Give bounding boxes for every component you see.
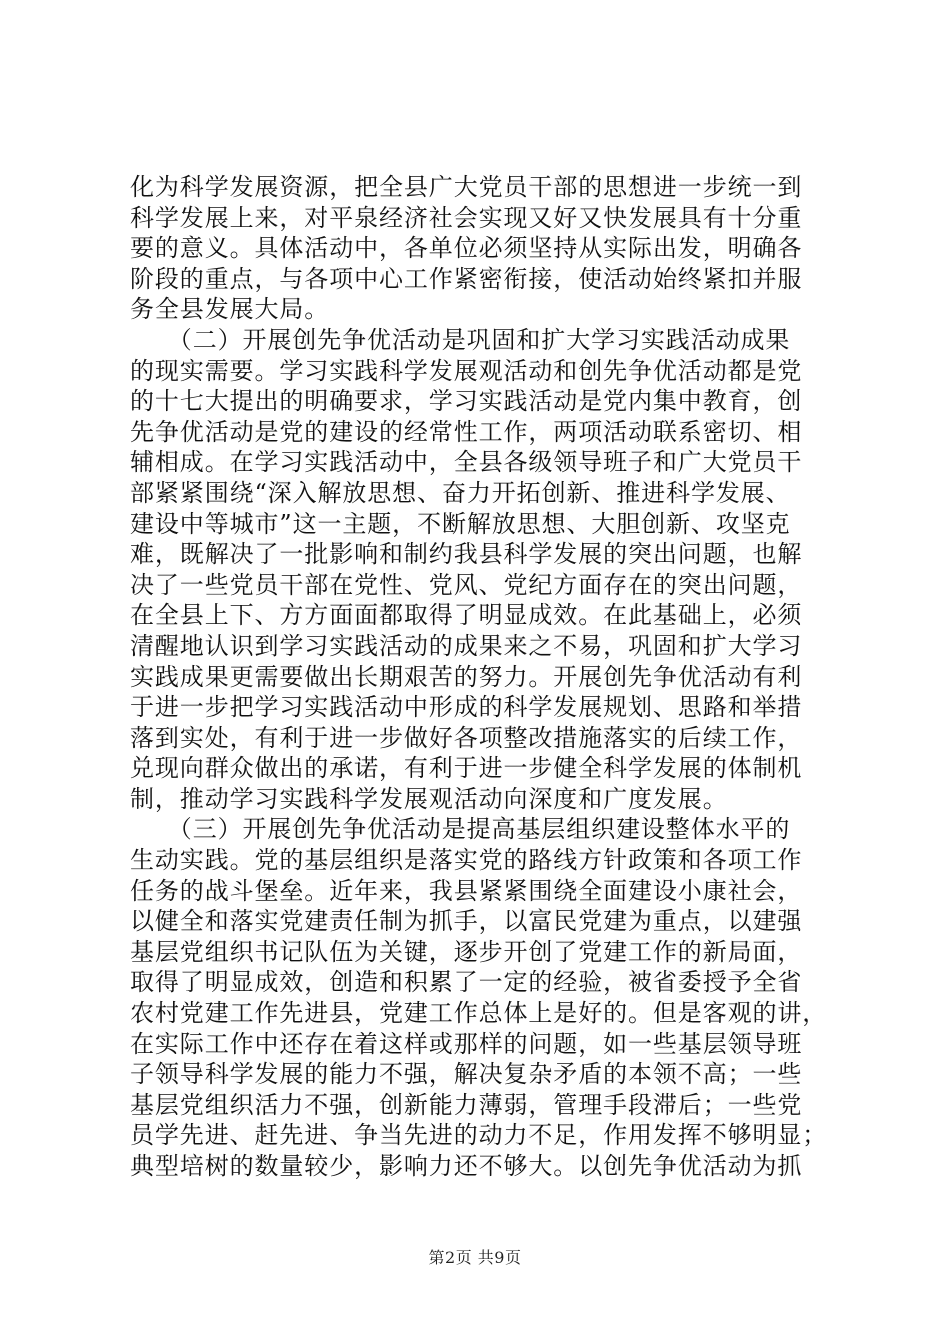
text-line: 阶段的重点，与各项中心工作紧密衔接，使活动始终紧扣并服 <box>130 264 803 293</box>
text-line: 典型培树的数量较少，影响力还不够大。以创先争优活动为抓 <box>130 1152 803 1180</box>
text-line: 制，推动学习实践科学发展观活动向深度和广度发展。 <box>130 784 728 813</box>
text-line: 生动实践。党的基层组织是落实党的路线方针政策和各项工作 <box>130 846 803 875</box>
text-line: 的十七大提出的明确要求，学习实践活动是党内集中教育，创 <box>130 387 803 416</box>
text-line: 基层党组织书记队伍为关键，逐步开创了党建工作的新局面， <box>130 937 803 966</box>
text-line: 辅相成。在学习实践活动中，全县各级领导班子和广大党员干 <box>130 448 803 477</box>
text-line: 化为科学发展资源，把全县广大党员干部的思想进一步统一到 <box>130 173 803 201</box>
text-line: 农村党建工作先进县，党建工作总体上是好的。但是客观的讲， <box>130 999 828 1028</box>
text-line: 基层党组织活力不强，创新能力薄弱，管理手段滞后；一些党 <box>130 1090 803 1119</box>
text-line: 在全县上下、方方面面都取得了明显成效。在此基础上，必须 <box>130 601 803 630</box>
text-line: 子领导科学发展的能力不强，解决复杂矛盾的本领不高；一些 <box>130 1060 803 1089</box>
text-line: 部紧紧围绕“深入解放思想、奋力开拓创新、推进科学发展、 <box>130 478 791 507</box>
text-line: 先争优活动是党的建设的经常性工作，两项活动联系密切、相 <box>130 417 803 446</box>
text-line: 难，既解决了一批影响和制约我县科学发展的突出问题，也解 <box>130 540 803 569</box>
text-line: 决了一些党员干部在党性、党风、党纪方面存在的突出问题， <box>130 570 803 599</box>
text-line: 要的意义。具体活动中，各单位必须坚持从实际出发，明确各 <box>130 234 803 263</box>
text-line: 任务的战斗堡垒。近年来，我县紧紧围绕全面建设小康社会， <box>130 876 803 905</box>
text-line: 科学发展上来，对平泉经济社会实现又好又快发展具有十分重 <box>130 203 803 232</box>
text-line: 在实际工作中还存在着这样或那样的问题，如一些基层领导班 <box>130 1029 803 1058</box>
text-line: 以健全和落实党建责任制为抓手，以富民党建为重点，以建强 <box>130 907 803 936</box>
text-line: （二）开展创先争优活动是巩固和扩大学习实践活动成果 <box>130 325 791 354</box>
text-line: 务全县发展大局。 <box>130 295 330 324</box>
text-line: 员学先进、赶先进、争当先进的动力不足，作用发挥不够明显； <box>130 1121 828 1150</box>
text-line: （三）开展创先争优活动是提高基层组织建设整体水平的 <box>130 815 791 844</box>
text-line: 建设中等城市”这一主题，不断解放思想、大胆创新、攻坚克 <box>130 509 791 538</box>
text-line: 于进一步把学习实践活动中形成的科学发展规划、思路和举措 <box>130 693 803 722</box>
text-line: 清醒地认识到学习实践活动的成果来之不易，巩固和扩大学习 <box>130 631 803 660</box>
text-line: 实践成果更需要做出长期艰苦的努力。开展创先争优活动有利 <box>130 662 803 691</box>
body-text <box>130 172 830 1182</box>
text-line: 的现实需要。学习实践科学发展观活动和创先争优活动都是党 <box>130 356 803 385</box>
page-number-footer: 第2页 共9页 <box>428 1248 522 1267</box>
text-line: 取得了明显成效，创造和积累了一定的经验，被省委授予全省 <box>130 968 803 997</box>
text-line: 兑现向群众做出的承诺，有利于进一步健全科学发展的体制机 <box>130 754 803 783</box>
text-line: 落到实处，有利于进一步做好各项整改措施落实的后续工作， <box>130 723 803 752</box>
